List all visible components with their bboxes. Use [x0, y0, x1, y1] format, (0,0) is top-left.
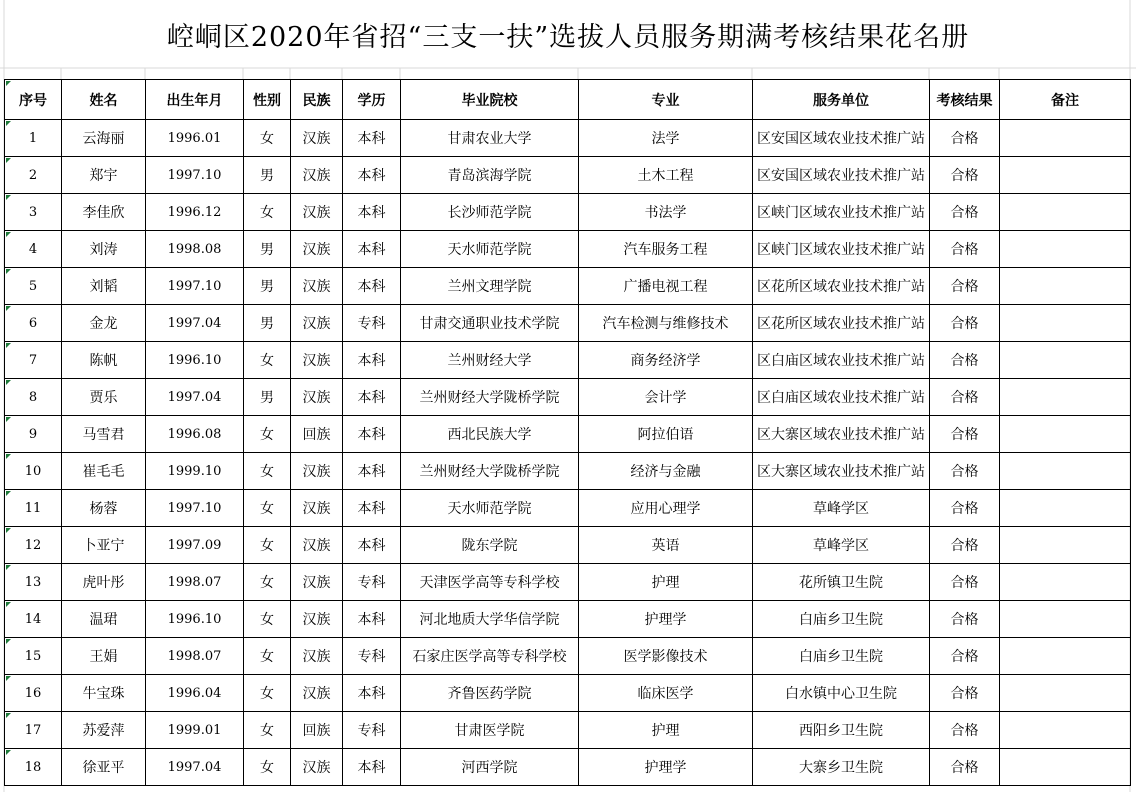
cell-school[interactable]: 兰州财经大学陇桥学院	[401, 453, 579, 490]
cell-remark[interactable]	[1000, 157, 1131, 194]
cell-result[interactable]: 合格	[930, 453, 1000, 490]
cell-ethnicity[interactable]: 回族	[291, 712, 343, 749]
cell-service-unit[interactable]: 花所镇卫生院	[753, 564, 930, 601]
cell-remark[interactable]	[1000, 379, 1131, 416]
cell-major[interactable]: 护理	[579, 564, 753, 601]
cell-index[interactable]: 18	[5, 749, 62, 786]
cell-education[interactable]: 专科	[343, 638, 401, 675]
cell-ethnicity[interactable]: 汉族	[291, 675, 343, 712]
cell-index[interactable]: 9	[5, 416, 62, 453]
cell-education[interactable]: 专科	[343, 712, 401, 749]
cell-indicator-icon	[6, 639, 11, 644]
cell-name[interactable]: 贾乐	[62, 379, 146, 416]
table-row	[5, 194, 1131, 231]
cell-gender[interactable]: 女	[244, 453, 291, 490]
cell-birth[interactable]: 1997.10	[146, 268, 244, 305]
cell-birth[interactable]: 1996.04	[146, 675, 244, 712]
cell-gender[interactable]: 男	[244, 231, 291, 268]
cell-ethnicity[interactable]: 汉族	[291, 342, 343, 379]
cell-index[interactable]: 16	[5, 675, 62, 712]
cell-ethnicity[interactable]: 汉族	[291, 749, 343, 786]
cell-school[interactable]: 甘肃农业大学	[401, 120, 579, 157]
cell-result[interactable]: 合格	[930, 638, 1000, 675]
table-body	[5, 120, 1131, 786]
cell-remark[interactable]	[1000, 268, 1131, 305]
cell-service-unit[interactable]: 白庙乡卫生院	[753, 638, 930, 675]
cell-indicator-icon	[6, 602, 11, 607]
cell-index[interactable]: 7	[5, 342, 62, 379]
header-cell[interactable]: 毕业院校	[401, 80, 579, 120]
cell-service-unit[interactable]: 区大寨区域农业技术推广站	[753, 416, 930, 453]
cell-school[interactable]: 青岛滨海学院	[401, 157, 579, 194]
cell-ethnicity[interactable]: 汉族	[291, 231, 343, 268]
cell-education[interactable]: 本科	[343, 268, 401, 305]
cell-indicator-icon	[6, 158, 11, 163]
cell-indicator-icon	[6, 81, 11, 86]
cell-ethnicity[interactable]: 汉族	[291, 305, 343, 342]
table-row	[5, 453, 1131, 490]
cell-school[interactable]: 天水师范学院	[401, 231, 579, 268]
cell-index[interactable]: 10	[5, 453, 62, 490]
cell-ethnicity[interactable]: 汉族	[291, 157, 343, 194]
header-cell[interactable]: 出生年月	[146, 80, 244, 120]
cell-gender[interactable]: 女	[244, 601, 291, 638]
cell-index[interactable]: 17	[5, 712, 62, 749]
cell-school[interactable]: 河北地质大学华信学院	[401, 601, 579, 638]
header-row	[5, 80, 1131, 120]
cell-result[interactable]: 合格	[930, 749, 1000, 786]
cell-name[interactable]: 刘涛	[62, 231, 146, 268]
cell-gender[interactable]: 女	[244, 527, 291, 564]
cell-result[interactable]: 合格	[930, 231, 1000, 268]
cell-birth[interactable]: 1996.08	[146, 416, 244, 453]
cell-education[interactable]: 本科	[343, 675, 401, 712]
cell-result[interactable]: 合格	[930, 564, 1000, 601]
cell-ethnicity[interactable]: 汉族	[291, 490, 343, 527]
cell-school[interactable]: 天水师范学院	[401, 490, 579, 527]
cell-remark[interactable]	[1000, 749, 1131, 786]
cell-birth[interactable]: 1997.04	[146, 379, 244, 416]
cell-major[interactable]: 土木工程	[579, 157, 753, 194]
cell-ethnicity[interactable]: 汉族	[291, 194, 343, 231]
cell-gender[interactable]: 男	[244, 268, 291, 305]
cell-result[interactable]: 合格	[930, 712, 1000, 749]
header-cell[interactable]: 民族	[291, 80, 343, 120]
cell-name[interactable]: 徐亚平	[62, 749, 146, 786]
cell-birth[interactable]: 1997.04	[146, 305, 244, 342]
cell-gender[interactable]: 女	[244, 638, 291, 675]
cell-birth[interactable]: 1999.01	[146, 712, 244, 749]
cell-school[interactable]: 甘肃医学院	[401, 712, 579, 749]
header-cell[interactable]: 姓名	[62, 80, 146, 120]
header-cell[interactable]: 序号	[5, 80, 62, 120]
cell-birth[interactable]: 1997.10	[146, 490, 244, 527]
cell-gender[interactable]: 女	[244, 749, 291, 786]
table-row	[5, 305, 1131, 342]
cell-major[interactable]: 汽车检测与维修技术	[579, 305, 753, 342]
cell-education[interactable]: 专科	[343, 305, 401, 342]
cell-result[interactable]: 合格	[930, 601, 1000, 638]
cell-school[interactable]: 陇东学院	[401, 527, 579, 564]
cell-service-unit[interactable]: 区安国区域农业技术推广站	[753, 157, 930, 194]
table-row	[5, 157, 1131, 194]
cell-result[interactable]: 合格	[930, 194, 1000, 231]
cell-remark[interactable]	[1000, 453, 1131, 490]
cell-service-unit[interactable]: 区白庙区域农业技术推广站	[753, 379, 930, 416]
cell-service-unit[interactable]: 区白庙区域农业技术推广站	[753, 342, 930, 379]
cell-remark[interactable]	[1000, 305, 1131, 342]
table-row	[5, 527, 1131, 564]
cell-index[interactable]: 8	[5, 379, 62, 416]
table-row	[5, 342, 1131, 379]
cell-index[interactable]: 2	[5, 157, 62, 194]
cell-gender[interactable]: 女	[244, 120, 291, 157]
cell-index[interactable]: 6	[5, 305, 62, 342]
header-cell[interactable]: 服务单位	[753, 80, 930, 120]
cell-education[interactable]: 专科	[343, 564, 401, 601]
cell-indicator-icon	[6, 713, 11, 718]
cell-gender[interactable]: 男	[244, 379, 291, 416]
cell-remark[interactable]	[1000, 638, 1131, 675]
cell-school[interactable]: 兰州财经大学陇桥学院	[401, 379, 579, 416]
cell-indicator-icon	[6, 269, 11, 274]
cell-service-unit[interactable]: 白水镇中心卫生院	[753, 675, 930, 712]
cell-gender[interactable]: 女	[244, 712, 291, 749]
cell-education[interactable]: 本科	[343, 453, 401, 490]
cell-indicator-icon	[6, 750, 11, 755]
cell-education[interactable]: 本科	[343, 120, 401, 157]
cell-index[interactable]: 14	[5, 601, 62, 638]
cell-result[interactable]: 合格	[930, 379, 1000, 416]
table-row	[5, 712, 1131, 749]
cell-name[interactable]: 卜亚宁	[62, 527, 146, 564]
cell-index[interactable]: 13	[5, 564, 62, 601]
cell-service-unit[interactable]: 白庙乡卫生院	[753, 601, 930, 638]
cell-major[interactable]: 商务经济学	[579, 342, 753, 379]
cell-birth[interactable]: 1996.12	[146, 194, 244, 231]
cell-birth[interactable]: 1996.10	[146, 342, 244, 379]
cell-name[interactable]: 虎叶彤	[62, 564, 146, 601]
cell-name[interactable]: 苏爱萍	[62, 712, 146, 749]
cell-service-unit[interactable]: 区安国区域农业技术推广站	[753, 120, 930, 157]
cell-service-unit[interactable]: 草峰学区	[753, 527, 930, 564]
table-row	[5, 268, 1131, 305]
cell-education[interactable]: 本科	[343, 157, 401, 194]
cell-service-unit[interactable]: 西阳乡卫生院	[753, 712, 930, 749]
cell-ethnicity[interactable]: 回族	[291, 416, 343, 453]
cell-major[interactable]: 书法学	[579, 194, 753, 231]
table-row	[5, 120, 1131, 157]
cell-indicator-icon	[6, 454, 11, 459]
cell-name[interactable]: 郑宇	[62, 157, 146, 194]
cell-major[interactable]: 护理学	[579, 601, 753, 638]
cell-index[interactable]: 15	[5, 638, 62, 675]
cell-result[interactable]: 合格	[930, 157, 1000, 194]
cell-name[interactable]: 王娟	[62, 638, 146, 675]
cell-ethnicity[interactable]: 汉族	[291, 268, 343, 305]
cell-gender[interactable]: 女	[244, 342, 291, 379]
cell-birth[interactable]: 1996.10	[146, 601, 244, 638]
cell-gender[interactable]: 女	[244, 490, 291, 527]
cell-gender[interactable]: 男	[244, 157, 291, 194]
cell-remark[interactable]	[1000, 231, 1131, 268]
table-row	[5, 638, 1131, 675]
cell-result[interactable]: 合格	[930, 490, 1000, 527]
cell-service-unit[interactable]: 区花所区域农业技术推广站	[753, 268, 930, 305]
cell-school[interactable]: 石家庄医学高等专科学校	[401, 638, 579, 675]
cell-major[interactable]: 经济与金融	[579, 453, 753, 490]
cell-major[interactable]: 阿拉伯语	[579, 416, 753, 453]
cell-name[interactable]: 崔毛毛	[62, 453, 146, 490]
cell-education[interactable]: 本科	[343, 342, 401, 379]
cell-major[interactable]: 护理	[579, 712, 753, 749]
cell-gender[interactable]: 女	[244, 564, 291, 601]
cell-index[interactable]: 3	[5, 194, 62, 231]
cell-major[interactable]: 医学影像技术	[579, 638, 753, 675]
cell-ethnicity[interactable]: 汉族	[291, 120, 343, 157]
cell-result[interactable]: 合格	[930, 527, 1000, 564]
cell-indicator-icon	[6, 676, 11, 681]
cell-major[interactable]: 临床医学	[579, 675, 753, 712]
cell-major[interactable]: 法学	[579, 120, 753, 157]
cell-ethnicity[interactable]: 汉族	[291, 638, 343, 675]
cell-gender[interactable]: 女	[244, 675, 291, 712]
cell-index[interactable]: 11	[5, 490, 62, 527]
cell-result[interactable]: 合格	[930, 675, 1000, 712]
header-cell[interactable]: 专业	[579, 80, 753, 120]
cell-remark[interactable]	[1000, 564, 1131, 601]
cell-service-unit[interactable]: 草峰学区	[753, 490, 930, 527]
cell-result[interactable]: 合格	[930, 120, 1000, 157]
cell-result[interactable]: 合格	[930, 268, 1000, 305]
header-cell[interactable]: 备注	[1000, 80, 1131, 120]
cell-remark[interactable]	[1000, 120, 1131, 157]
cell-remark[interactable]	[1000, 675, 1131, 712]
cell-school[interactable]: 长沙师范学院	[401, 194, 579, 231]
cell-index[interactable]: 4	[5, 231, 62, 268]
cell-school[interactable]: 甘肃交通职业技术学院	[401, 305, 579, 342]
table-row	[5, 231, 1131, 268]
cell-result[interactable]: 合格	[930, 416, 1000, 453]
cell-education[interactable]: 本科	[343, 749, 401, 786]
cell-major[interactable]: 汽车服务工程	[579, 231, 753, 268]
cell-birth[interactable]: 1998.07	[146, 638, 244, 675]
cell-remark[interactable]	[1000, 601, 1131, 638]
cell-result[interactable]: 合格	[930, 342, 1000, 379]
cell-name[interactable]: 杨蓉	[62, 490, 146, 527]
cell-major[interactable]: 护理学	[579, 749, 753, 786]
cell-ethnicity[interactable]: 汉族	[291, 601, 343, 638]
table-row	[5, 416, 1131, 453]
cell-name[interactable]: 李佳欣	[62, 194, 146, 231]
cell-service-unit[interactable]: 区花所区域农业技术推广站	[753, 305, 930, 342]
cell-birth[interactable]: 1997.09	[146, 527, 244, 564]
cell-major[interactable]: 广播电视工程	[579, 268, 753, 305]
cell-education[interactable]: 本科	[343, 490, 401, 527]
cell-birth[interactable]: 1996.01	[146, 120, 244, 157]
table-row	[5, 564, 1131, 601]
table-row	[5, 601, 1131, 638]
cell-name[interactable]: 陈帆	[62, 342, 146, 379]
cell-school[interactable]: 齐鲁医药学院	[401, 675, 579, 712]
cell-birth[interactable]: 1998.08	[146, 231, 244, 268]
cell-education[interactable]: 本科	[343, 194, 401, 231]
cell-name[interactable]: 温珺	[62, 601, 146, 638]
cell-education[interactable]: 本科	[343, 601, 401, 638]
cell-ethnicity[interactable]: 汉族	[291, 564, 343, 601]
cell-education[interactable]: 本科	[343, 416, 401, 453]
table-row	[5, 490, 1131, 527]
cell-education[interactable]: 本科	[343, 379, 401, 416]
table-row	[5, 675, 1131, 712]
table-row	[5, 379, 1131, 416]
cell-name[interactable]: 刘韬	[62, 268, 146, 305]
cell-indicator-icon	[6, 195, 11, 200]
cell-remark[interactable]	[1000, 490, 1131, 527]
cell-school[interactable]: 兰州文理学院	[401, 268, 579, 305]
header-cell[interactable]: 学历	[343, 80, 401, 120]
header-cell[interactable]: 性别	[244, 80, 291, 120]
results-table	[4, 79, 1131, 786]
cell-remark[interactable]	[1000, 416, 1131, 453]
cell-birth[interactable]: 1997.10	[146, 157, 244, 194]
cell-school[interactable]: 西北民族大学	[401, 416, 579, 453]
cell-indicator-icon	[6, 380, 11, 385]
cell-gender[interactable]: 男	[244, 305, 291, 342]
cell-name[interactable]: 金龙	[62, 305, 146, 342]
cell-education[interactable]: 本科	[343, 231, 401, 268]
cell-indicator-icon	[6, 121, 11, 126]
cell-indicator-icon	[6, 343, 11, 348]
cell-indicator-icon	[6, 528, 11, 533]
cell-ethnicity[interactable]: 汉族	[291, 527, 343, 564]
cell-gender[interactable]: 女	[244, 194, 291, 231]
cell-birth[interactable]: 1998.07	[146, 564, 244, 601]
cell-name[interactable]: 牛宝珠	[62, 675, 146, 712]
cell-name[interactable]: 云海丽	[62, 120, 146, 157]
cell-index[interactable]: 12	[5, 527, 62, 564]
page-title: 崆峒区2020年省招“三支一扶”选拔人员服务期满考核结果花名册	[166, 21, 970, 53]
cell-service-unit[interactable]: 大寨乡卫生院	[753, 749, 930, 786]
cell-major[interactable]: 英语	[579, 527, 753, 564]
cell-indicator-icon	[6, 491, 11, 496]
cell-remark[interactable]	[1000, 712, 1131, 749]
cell-major[interactable]: 会计学	[579, 379, 753, 416]
cell-birth[interactable]: 1997.04	[146, 749, 244, 786]
cell-index[interactable]: 5	[5, 268, 62, 305]
cell-service-unit[interactable]: 区峡门区域农业技术推广站	[753, 231, 930, 268]
cell-indicator-icon	[6, 565, 11, 570]
cell-ethnicity[interactable]: 汉族	[291, 379, 343, 416]
cell-major[interactable]: 应用心理学	[579, 490, 753, 527]
cell-remark[interactable]	[1000, 194, 1131, 231]
cell-school[interactable]: 天津医学高等专科学校	[401, 564, 579, 601]
cell-school[interactable]: 河西学院	[401, 749, 579, 786]
cell-index[interactable]: 1	[5, 120, 62, 157]
cell-remark[interactable]	[1000, 342, 1131, 379]
cell-result[interactable]: 合格	[930, 305, 1000, 342]
cell-gender[interactable]: 女	[244, 416, 291, 453]
cell-ethnicity[interactable]: 汉族	[291, 453, 343, 490]
cell-indicator-icon	[6, 417, 11, 422]
cell-school[interactable]: 兰州财经大学	[401, 342, 579, 379]
cell-service-unit[interactable]: 区峡门区域农业技术推广站	[753, 194, 930, 231]
cell-remark[interactable]	[1000, 527, 1131, 564]
table-row	[5, 749, 1131, 786]
cell-service-unit[interactable]: 区大寨区域农业技术推广站	[753, 453, 930, 490]
cell-birth[interactable]: 1999.10	[146, 453, 244, 490]
cell-name[interactable]: 马雪君	[62, 416, 146, 453]
cell-indicator-icon	[6, 306, 11, 311]
header-cell[interactable]: 考核结果	[930, 80, 1000, 120]
cell-indicator-icon	[6, 232, 11, 237]
cell-education[interactable]: 本科	[343, 527, 401, 564]
